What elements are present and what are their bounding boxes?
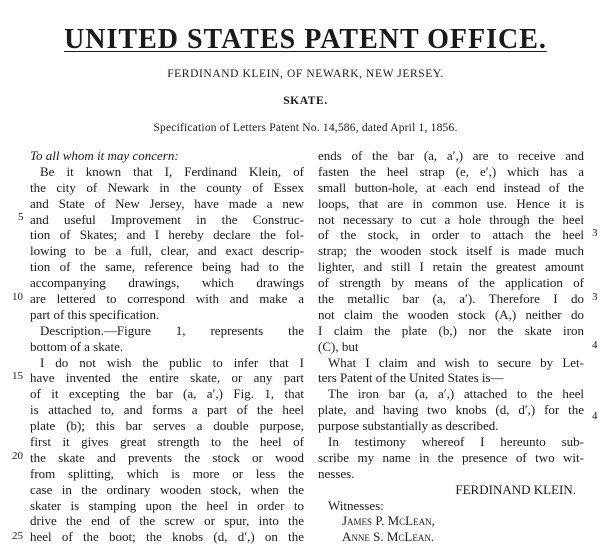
line-number: 10 [12, 291, 23, 303]
text-line: not necessary to cut a hole through the heel [318, 211, 584, 227]
text-line: drive the end of the screw or spur, into the [30, 513, 304, 529]
text-line: not claim the wooden stock (A,) neither do [318, 306, 584, 322]
line-number: 4 [592, 410, 598, 422]
text-line: from splitting, which is more or less the [30, 465, 304, 481]
text-line: the city of Newark in the county of Essex [30, 179, 304, 195]
text-line: first it gives great strength to the heel of [30, 434, 304, 450]
right-column [318, 148, 584, 545]
text-line: nesses. [318, 465, 355, 481]
text-line: strap; the wooden stock itself is made much [318, 243, 584, 259]
text-line: small button-hole, at each end instead of the [318, 179, 584, 195]
witness-name: James P. McLean, [342, 513, 435, 529]
text-line: of it excepting the bar (a, a′,) Fig. 1, that [30, 386, 304, 402]
text-line: the skate and prevents the stock or wood [30, 449, 304, 465]
line-number: 4 [592, 339, 598, 351]
text-line: and useful Improvement in the Construc- [30, 211, 304, 227]
text-line: lowing to be a full, clear, and exact descrip- [30, 243, 304, 259]
text-line: accompanying drawings, which drawings [30, 275, 304, 291]
text-line: have invented the entire skate, or any part [30, 370, 304, 386]
text-line: and State of New Jersey, have made a new [30, 195, 304, 211]
text-line: of the stock, in order to attach the heel [318, 227, 584, 243]
text-line: scribe my name in the presence of two wit- [318, 449, 584, 465]
line-number: 25 [12, 530, 23, 542]
text-line: tion of the same, reference being had to the [30, 259, 304, 275]
text-line: I claim the plate (b,) nor the skate iron [318, 322, 584, 338]
line-number: 15 [12, 370, 23, 382]
salutation: To all whom it may concern: [30, 148, 179, 163]
text-line: are lettered to correspond with and make a [30, 291, 304, 307]
specification-line: Specification of Letters Patent No. 14,586, dated April 1, 1856. [153, 122, 458, 134]
text-line: loops, that are in common use. Hence it is [318, 195, 584, 211]
text-line: plate, and having two knobs (d, d′,) for the [318, 402, 584, 418]
text-line: part of this specification. [30, 306, 160, 322]
text-line: tion of Skates; and I hereby declare the fol- [30, 227, 304, 243]
inventor-signature: FERDINAND KLEIN. [455, 481, 576, 497]
text-line: I do not wish the public to infer that I [40, 354, 304, 370]
text-line: (C), but [318, 338, 359, 354]
text-line: ends of the bar (a, a′,) are to receive and [318, 148, 584, 163]
text-line: fasten the heel strap (e, e′,) which has a [318, 163, 584, 179]
inventor-line: FERDINAND KLEIN, OF NEWARK, NEW JERSEY. [167, 68, 444, 80]
witness-name: Anne S. McLean. [342, 529, 435, 545]
text-line: ters Patent of the United States is— [318, 370, 504, 386]
text-line: plate (b); this bar serves a double purpose, [30, 418, 304, 434]
witnesses-label: Witnesses: [328, 497, 384, 513]
text-line: bottom of a skate. [30, 338, 124, 354]
text-line: the metallic bar (a, a′). Therefore I do [318, 291, 584, 307]
text-line: heel of the boot; the knobs (d, d′,) on the [30, 529, 304, 545]
patent-subject: SKATE. [283, 95, 328, 107]
text-line: is attached to, and forms a part of the heel [30, 402, 304, 418]
text-line: purpose substantially as described. [318, 418, 499, 434]
text-line: of strength by means of the application of [318, 275, 584, 291]
text-line: skater is stamping upon the heel in order to [30, 497, 304, 513]
line-number: 5 [18, 211, 24, 223]
line-number: 20 [12, 450, 23, 462]
text-line: lighter, and still I retain the greatest amount [318, 259, 584, 275]
text-line: In testimony whereof I hereunto sub- [328, 434, 584, 450]
text-line: Be it known that I, Ferdinand Klein, of [40, 163, 304, 179]
left-column [30, 148, 304, 545]
text-line: The iron bar (a, a′,) attached to the heel [328, 386, 584, 402]
text-line: What I claim and wish to secure by Let- [328, 354, 584, 370]
patent-office-title: UNITED STATES PATENT OFFICE. [64, 24, 547, 55]
line-number: 3 [592, 291, 598, 303]
line-number: 3 [592, 227, 598, 239]
text-line: case in the ordinary wooden stock, when the [30, 481, 304, 497]
text-line: Description.—Figure 1, represents the [40, 322, 304, 338]
